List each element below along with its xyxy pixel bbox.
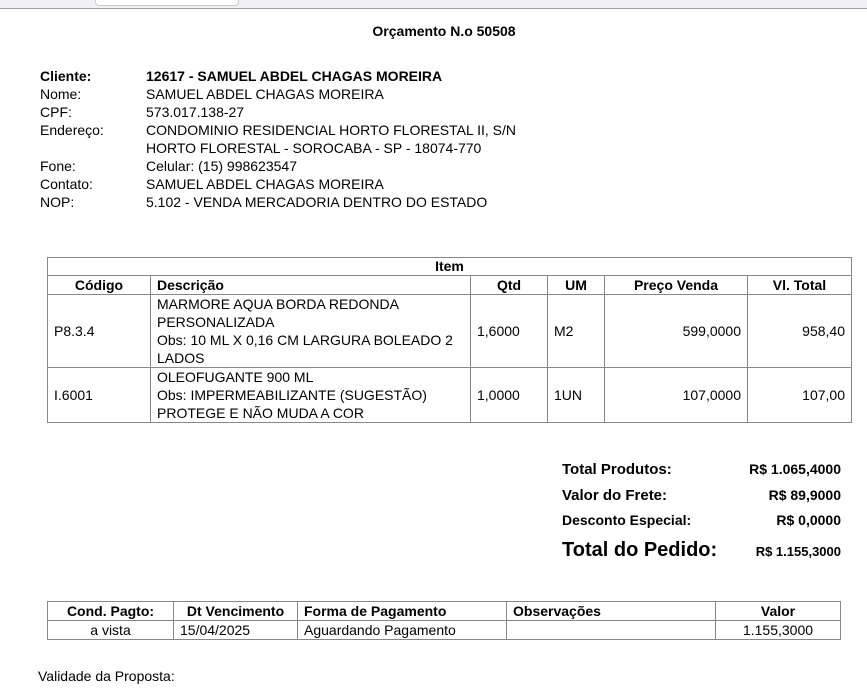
item-row <box>48 368 852 423</box>
item-descricao-line: OLEOFUGANTE 900 ML <box>157 369 314 385</box>
items-caption: Item <box>48 258 852 276</box>
total-produtos-value: R$ 1.065,4000 <box>749 461 841 477</box>
col-codigo: Código <box>48 276 151 295</box>
client-value: SAMUEL ABDEL CHAGAS MOREIRA <box>146 86 384 102</box>
client-value: HORTO FLORESTAL - SOROCABA - SP - 18074-770 <box>146 140 482 156</box>
client-row <box>40 139 516 157</box>
payment-row <box>48 621 841 640</box>
client-value: SAMUEL ABDEL CHAGAS MOREIRA <box>146 176 384 192</box>
item-preco: 599,0000 <box>605 295 748 368</box>
validade-label: Validade da Proposta: <box>38 668 175 684</box>
client-value: 573.017.138-27 <box>146 104 245 120</box>
client-row <box>40 67 516 85</box>
client-label <box>40 139 146 157</box>
client-row <box>40 193 516 211</box>
client-label: Fone: <box>40 158 76 174</box>
col-descricao: Descrição <box>151 276 471 295</box>
col-total: Vl. Total <box>748 276 852 295</box>
col-obs: Observações <box>507 602 716 621</box>
total-produtos-label: Total Produtos: <box>562 461 672 478</box>
client-row <box>40 121 516 139</box>
page-title: Orçamento N.o 50508 <box>372 23 516 39</box>
cond-value: a vista <box>48 621 174 640</box>
client-value: 12617 - SAMUEL ABDEL CHAGAS MOREIRA <box>146 68 443 84</box>
payment-table <box>47 601 841 640</box>
item-row <box>48 295 852 368</box>
client-row <box>40 85 516 103</box>
item-qtd: 1,0000 <box>471 368 548 423</box>
client-row <box>40 175 516 193</box>
browser-tab[interactable] <box>95 0 239 6</box>
item-um: 1UN <box>548 368 605 423</box>
client-label: NOP: <box>40 194 75 210</box>
totals <box>562 461 841 562</box>
item-descricao <box>151 368 471 423</box>
total-pedido-label: Total do Pedido: <box>562 539 718 561</box>
item-um: M2 <box>548 295 605 368</box>
col-valor: Valor <box>716 602 841 621</box>
client-value: CONDOMINIO RESIDENCIAL HORTO FLORESTAL II, S/N <box>146 122 517 138</box>
item-descricao <box>151 295 471 368</box>
item-descricao-line: Obs: 10 ML X 0,16 CM LARGURA BOLEADO 2 LADOS <box>157 332 453 366</box>
item-descricao-line: Obs: IMPERMEABILIZANTE (SUGESTÃO) PROTEGE E NÃO MUDA A COR <box>157 387 427 421</box>
client-info <box>40 67 516 211</box>
total-pedido-value: R$ 1.155,3000 <box>755 544 841 559</box>
col-um: UM <box>548 276 605 295</box>
valor-value: 1.155,3000 <box>716 621 841 640</box>
items-table <box>47 257 852 423</box>
client-label: Cliente: <box>40 68 92 84</box>
col-preco: Preço Venda <box>605 276 748 295</box>
client-value: 5.102 - VENDA MERCADORIA DENTRO DO ESTADO <box>146 194 488 210</box>
desconto-value: R$ 0,0000 <box>776 512 841 528</box>
desconto-label: Desconto Especial: <box>562 512 692 528</box>
obs-value <box>507 621 716 640</box>
col-cond: Cond. Pagto: <box>48 602 174 621</box>
frete-value: R$ 89,9000 <box>768 487 841 503</box>
item-codigo: P8.3.4 <box>48 295 151 368</box>
client-value: Celular: (15) 998623547 <box>146 158 297 174</box>
col-venc: Dt Vencimento <box>174 602 298 621</box>
item-total: 107,00 <box>748 368 852 423</box>
col-qtd: Qtd <box>471 276 548 295</box>
browser-bar <box>0 0 867 9</box>
item-descricao-line: MARMORE AQUA BORDA REDONDA PERSONALIZADA <box>157 296 399 330</box>
venc-value: 15/04/2025 <box>174 621 298 640</box>
client-label: Endereço: <box>40 122 104 138</box>
item-total: 958,40 <box>748 295 852 368</box>
item-qtd: 1,6000 <box>471 295 548 368</box>
client-label: CPF: <box>40 104 72 120</box>
client-label: Contato: <box>40 176 93 192</box>
col-forma: Forma de Pagamento <box>298 602 507 621</box>
client-row <box>40 103 516 121</box>
forma-value: Aguardando Pagamento <box>298 621 507 640</box>
item-preco: 107,0000 <box>605 368 748 423</box>
client-label: Nome: <box>40 86 82 102</box>
client-row <box>40 157 516 175</box>
frete-label: Valor do Frete: <box>562 487 668 504</box>
item-codigo: I.6001 <box>48 368 151 423</box>
